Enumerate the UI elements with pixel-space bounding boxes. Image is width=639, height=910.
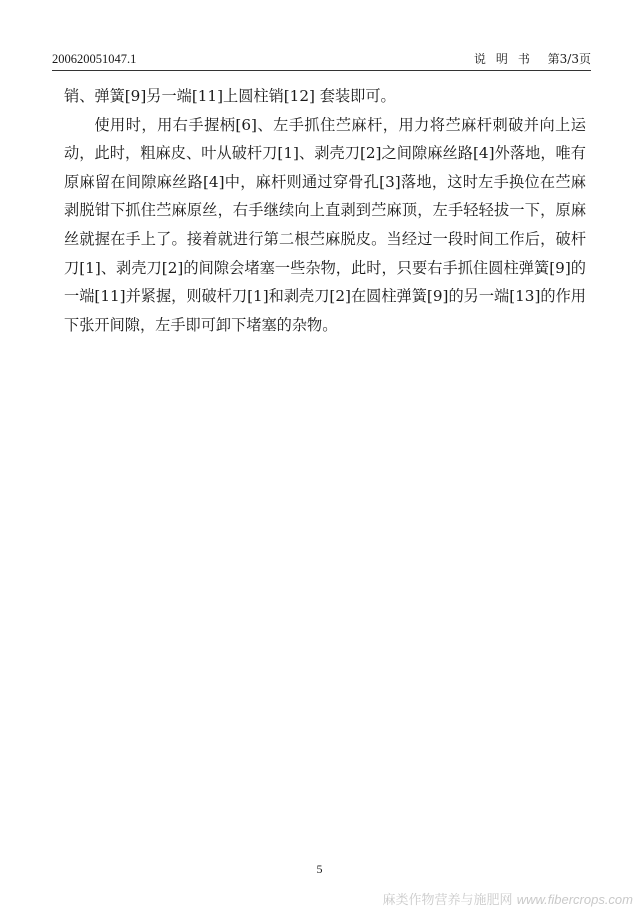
page-number: 5 xyxy=(316,862,323,876)
header-right xyxy=(474,50,591,68)
document-type: 说明书 xyxy=(473,52,540,66)
page-info: 第3/3页 xyxy=(547,52,591,66)
watermark xyxy=(383,889,633,908)
document-body xyxy=(64,82,586,339)
paragraph-2: 使用时，用右手握柄[6]、左手抓住苎麻杆，用力将苎麻杆刺破并向上运动，此时，粗麻皮、叶从破杆刀[1]、剥壳刀[2]之间隙麻丝路[4]外落地，唯有原麻留在间隙麻丝路[4]中，麻杆则通过穿骨孔[3]落地，这时左手换位在苎麻剥脱钳下抓住苎麻原丝，右手继续向上直剥到苎麻顶，左手轻轻拔一下，原麻丝就握在手上了。接着就进行第二根苎麻脱皮。当经过一段时间工作后，破杆刀[1]、剥壳刀[2]的间隙会堵塞一些杂物，此时，只要右手抓住圆柱弹簧[9]的一端[11]并紧握，则破杆刀[1]和剥壳刀[2]在圆柱弹簧[9]的另一端[13]的作用下张开间隙，左手即可卸下堵塞的杂物。 xyxy=(64,115,586,334)
watermark-text: 麻类作物营养与施肥网 xyxy=(382,893,513,908)
watermark-url: www.fibercrops.com xyxy=(516,892,633,907)
page-header xyxy=(52,50,591,68)
paragraph-1: 销、弹簧[9]另一端[11]上圆柱销[12] 套装即可。 xyxy=(64,87,396,105)
patent-number: 200620051047.1 xyxy=(52,52,137,66)
header-rule xyxy=(52,70,591,71)
